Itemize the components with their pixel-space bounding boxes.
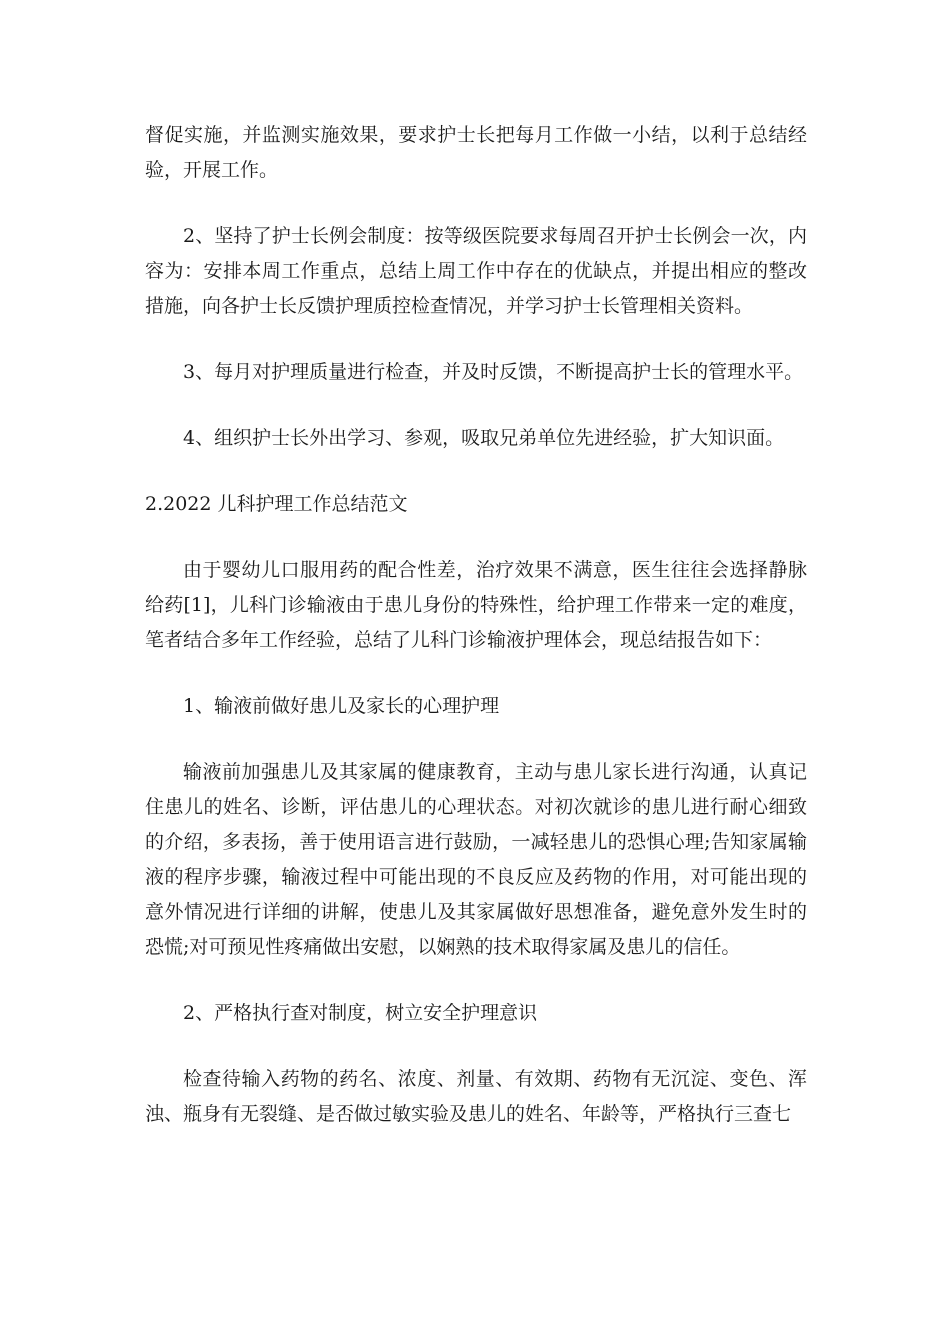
paragraph-study-visit: 4、组织护士长外出学习、参观，吸取兄弟单位先进经验，扩大知识面。 (183, 427, 785, 449)
paragraph-1: 督促实施，并监测实施效果，要求护士长把每月工作做一小结，以利于总结经验，开展工作。 (145, 124, 807, 181)
section-heading: 2.2022 儿科护理工作总结范文 (145, 493, 408, 515)
paragraph-verification: 检查待输入药物的药名、浓度、剂量、有效期、药物有无沉淀、变色、浑浊、瓶身有无裂缝、是否做过敏实验及患儿的姓名、年龄等，严格执行三查七 (145, 1068, 807, 1125)
paragraph-quality-check: 3、每月对护理质量进行检查，并及时反馈，不断提高护士长的管理水平。 (183, 361, 804, 383)
paragraph-intro: 由于婴幼儿口服用药的配合性差，治疗效果不满意，医生往往会选择静脉给药[1]，儿科门诊输液由于患儿身份的特殊性，给护理工作带来一定的难度，笔者结合多年工作经验，总结了儿科门诊输液护理体会，现总结报告如下： (145, 559, 807, 651)
subheading-psychological-care: 1、输液前做好患儿及家长的心理护理 (183, 695, 500, 717)
paragraph-nurse-meeting: 2、坚持了护士长例会制度：按等级医院要求每周召开护士长例会一次，内容为：安排本周工作重点，总结上周工作中存在的优缺点，并提出相应的整改措施，向各护士长反馈护理质控检查情况，并学习护士长管理相关资料。 (145, 225, 807, 317)
subheading-verification: 2、严格执行查对制度，树立安全护理意识 (183, 1002, 538, 1024)
document-page (145, 118, 807, 1163)
paragraph-psychological-care: 输液前加强患儿及其家属的健康教育，主动与患儿家长进行沟通，认真记住患儿的姓名、诊断，评估患儿的心理状态。对初次就诊的患儿进行耐心细致的介绍，多表扬，善于使用语言进行鼓励，一减轻患儿的恐惧心理;告知家属输液的程序步骤，输液过程中可能出现的不良反应及药物的作用，对可能出现的意外情况进行详细的讲解，使患儿及其家属做好思想准备，避免意外发生时的恐慌;对可预见性疼痛做出安慰，以娴熟的技术取得家属及患儿的信任。 (145, 761, 807, 958)
